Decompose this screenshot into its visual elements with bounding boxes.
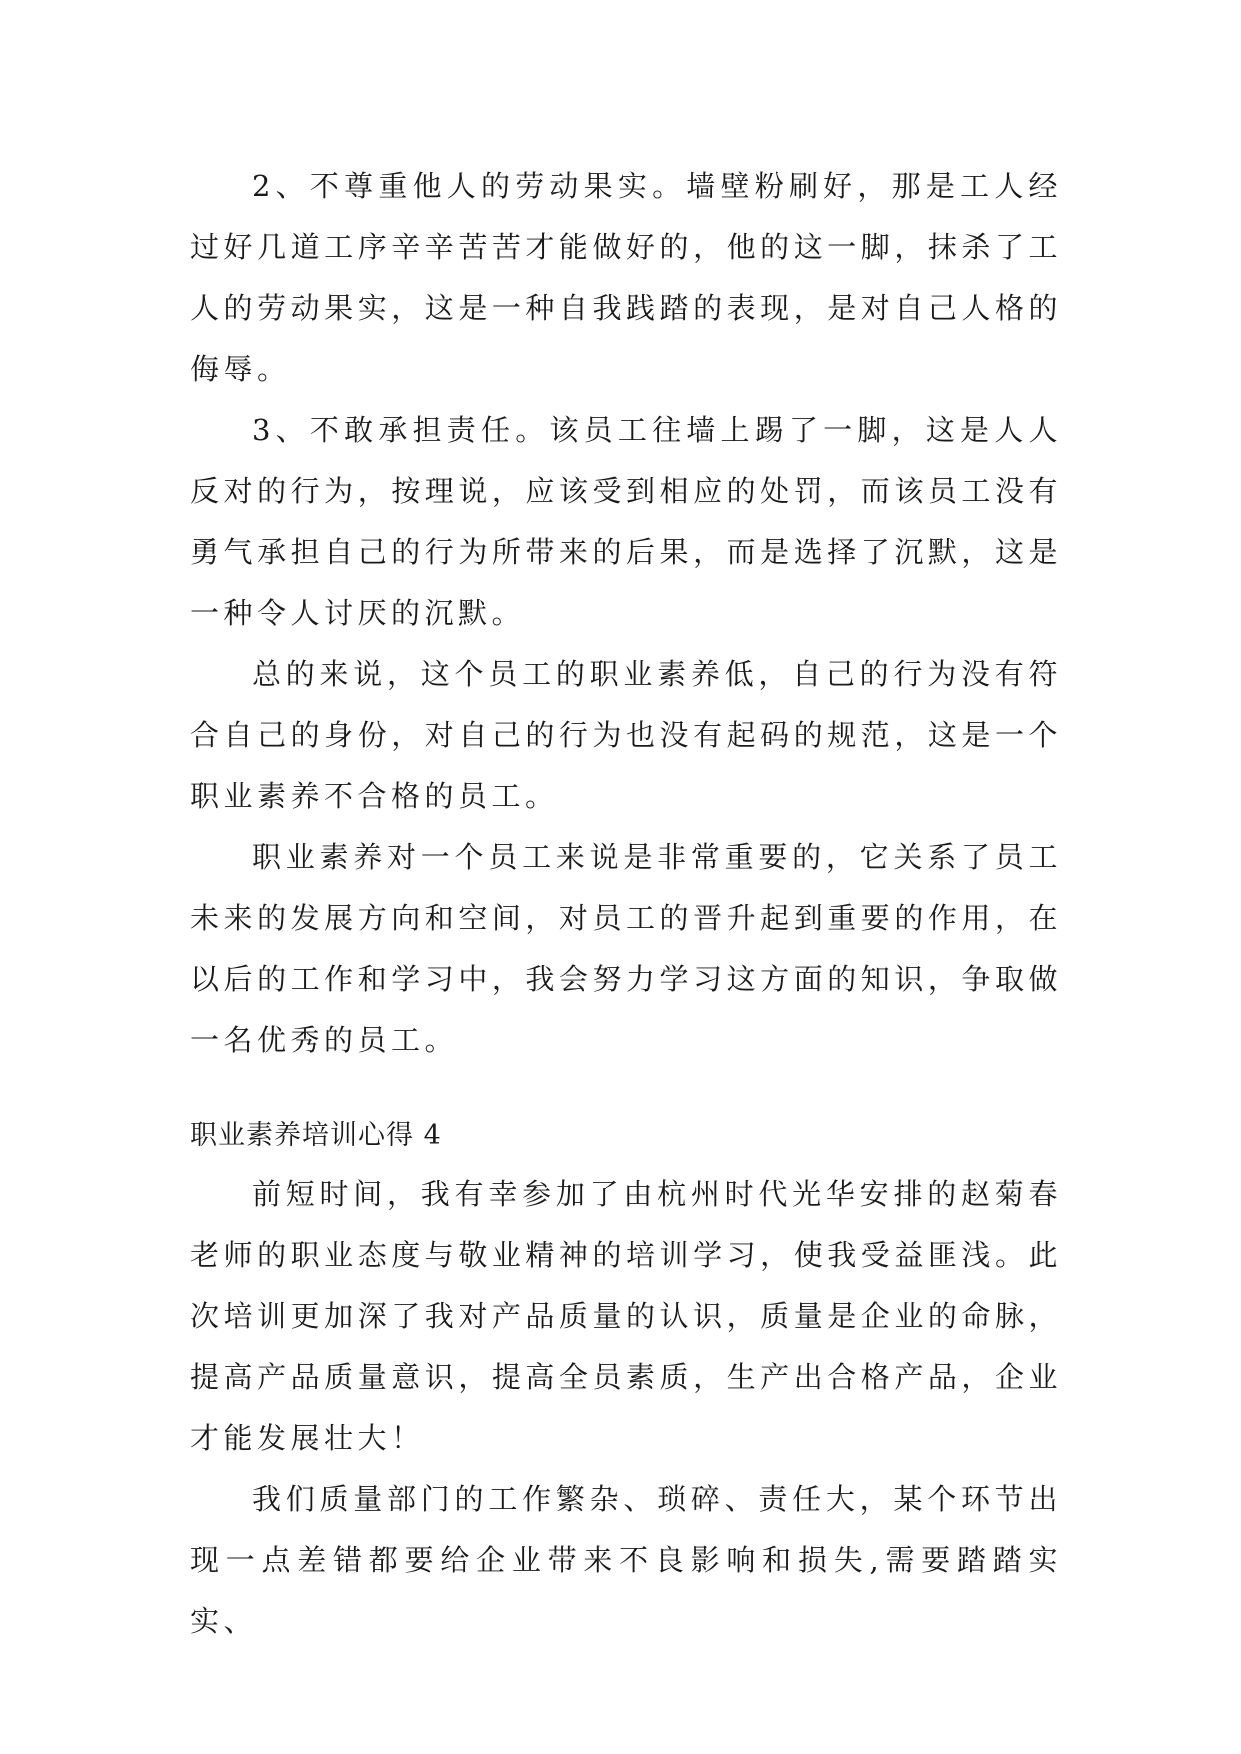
paragraph-training-intro: 前短时间，我有幸参加了由杭州时代光华安排的赵菊春老师的职业态度与敬业精神的培训学习，使我受益匪浅。此次培训更加深了我对产品质量的认识，质量是企业的命脉，提高产品质量意识，提高全员素质，生产出合格产品，企业才能发展壮大！ (190, 1177, 1062, 1455)
document-page (190, 156, 1062, 1652)
paragraph-avoid-responsibility: 3、不敢承担责任。该员工往墙上踢了一脚，这是人人反对的行为，按理说，应该受到相应的处罚，而该员工没有勇气承担自己的行为所带来的后果，而是选择了沉默，这是一种令人讨厌的沉默。 (190, 413, 1062, 630)
section-title: 职业素养培训心得 4 (190, 1120, 442, 1151)
paragraph-importance: 职业素养对一个员工来说是非常重要的，它关系了员工未来的发展方向和空间，对员工的晋升起到重要的作用，在以后的工作和学习中，我会努力学习这方面的知识，争取做一名优秀的员工。 (190, 840, 1062, 1057)
paragraph-disrespect-labor: 2、不尊重他人的劳动果实。墙壁粉刷好，那是工人经过好几道工序辛辛苦苦才能做好的，他的这一脚，抹杀了工人的劳动果实，这是一种自我践踏的表现，是对自己人格的侮辱。 (190, 169, 1062, 386)
paragraph-quality-department: 我们质量部门的工作繁杂、琐碎、责任大，某个环节出现一点差错都要给企业带来不良影响和损失,需要踏踏实实、 (190, 1482, 1062, 1638)
paragraph-summary: 总的来说，这个员工的职业素养低，自己的行为没有符合自己的身份，对自己的行为也没有起码的规范，这是一个职业素养不合格的员工。 (190, 657, 1062, 813)
